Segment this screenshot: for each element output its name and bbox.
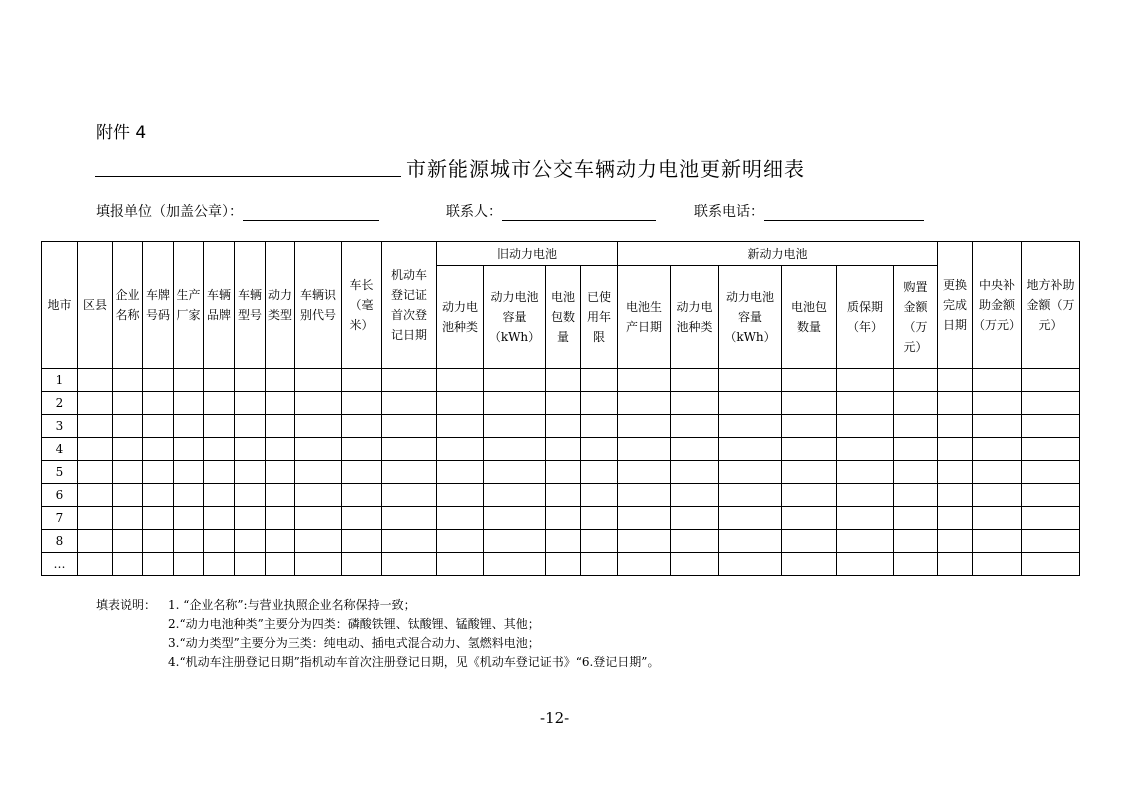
table-cell [581,553,618,576]
table-cell [266,438,295,461]
table-cell [143,369,174,392]
table-cell [581,369,618,392]
header-reg-date: 机动车 登记证 首次登 记日期 [382,242,437,369]
table-cell [484,507,546,530]
header-brand: 车辆 品牌 [204,242,235,369]
table-cell [174,461,204,484]
table-cell [719,461,782,484]
unit-label: 填报单位（加盖公章）： [96,204,243,220]
table-cell [295,369,342,392]
table-cell [437,507,484,530]
table-cell [1022,369,1080,392]
row-number: 6 [42,484,78,507]
table-cell [546,530,581,553]
table-cell [266,415,295,438]
table-cell [437,461,484,484]
header-maker: 生产 厂家 [174,242,204,369]
note-item: 3.“动力类型”主要分为三类：纯电动、插电式混合动力、氢燃料电池； [168,636,540,650]
table-row [42,369,1080,392]
table-cell [671,438,719,461]
table-cell [342,461,382,484]
table-cell [266,369,295,392]
table-cell [671,507,719,530]
table-cell [719,415,782,438]
table-cell [938,392,973,415]
phone-field [694,201,924,221]
table-cell [113,392,143,415]
header-warranty: 质保期 （年） [837,266,894,369]
table-cell [894,392,938,415]
table-cell [342,392,382,415]
table-cell [618,415,671,438]
table-cell [1022,484,1080,507]
table-cell [1022,530,1080,553]
header-central-subsidy: 中央补 助金额 （万元） [973,242,1022,369]
table-cell [342,507,382,530]
table-cell [719,369,782,392]
table-cell [938,369,973,392]
table-cell [113,507,143,530]
table-cell [113,415,143,438]
table-row [42,484,1080,507]
phone-blank [764,206,924,221]
header-group-new-battery: 新动力电池 [618,242,938,266]
table-cell [235,553,266,576]
table-cell [484,530,546,553]
table-cell [295,392,342,415]
table-cell [618,484,671,507]
table-cell [581,507,618,530]
table-cell [78,461,113,484]
table-cell [382,484,437,507]
table-row [42,530,1080,553]
table-cell [174,507,204,530]
table-cell [295,415,342,438]
header-company: 企业 名称 [113,242,143,369]
table-cell [266,392,295,415]
table-cell [235,392,266,415]
table-cell [581,392,618,415]
row-number: 5 [42,461,78,484]
header-vin: 车辆识 别代号 [295,242,342,369]
header-new-date: 电池生 产日期 [618,266,671,369]
table-cell [437,484,484,507]
header-model: 车辆 型号 [235,242,266,369]
table-cell [342,438,382,461]
header-old-capacity: 动力电池 容量 （kWh） [484,266,546,369]
table-cell [295,461,342,484]
table-cell [235,461,266,484]
unit-blank [243,206,379,221]
table-cell [382,415,437,438]
phone-label: 联系电话： [694,204,764,220]
table-cell [581,415,618,438]
table-cell [837,484,894,507]
table-cell [894,461,938,484]
table-cell [174,484,204,507]
table-cell [938,461,973,484]
table-cell [938,530,973,553]
table-cell [782,438,837,461]
header-new-capacity: 动力电池 容量 （kWh） [719,266,782,369]
table-cell [235,507,266,530]
table-cell [894,369,938,392]
table-cell [618,507,671,530]
row-number: 7 [42,507,78,530]
table-cell [204,438,235,461]
header-price: 购置 金额 （万 元） [894,266,938,369]
table-cell [295,507,342,530]
table-cell [342,553,382,576]
table-cell [938,507,973,530]
table-cell [143,553,174,576]
table-cell [546,484,581,507]
table-cell [837,553,894,576]
table-cell [938,438,973,461]
header-group-old-battery: 旧动力电池 [437,242,618,266]
table-cell [973,438,1022,461]
table-cell [484,392,546,415]
table-cell [671,484,719,507]
table-cell [266,530,295,553]
table-cell [546,553,581,576]
table-cell [266,553,295,576]
header-new-type: 动力电 池种类 [671,266,719,369]
table-cell [382,461,437,484]
contact-blank [502,206,656,221]
table-cell [546,438,581,461]
page-title: 市新能源城市公交车辆动力电池更新明细表 [406,157,805,181]
table-cell [295,484,342,507]
table-cell [174,438,204,461]
table-cell [581,484,618,507]
table-cell [618,392,671,415]
header-local-subsidy: 地方补助 金额（万 元） [1022,242,1080,369]
table-cell [204,369,235,392]
header-length: 车长 （毫 米） [342,242,382,369]
table-cell [719,530,782,553]
table-row [42,507,1080,530]
row-number: 4 [42,438,78,461]
header-power-type: 动力 类型 [266,242,295,369]
table-cell [437,438,484,461]
table-cell [671,461,719,484]
table-cell [266,507,295,530]
table-cell [235,484,266,507]
table-cell [546,392,581,415]
table-cell [1022,507,1080,530]
table-cell [174,415,204,438]
table-cell [204,415,235,438]
table-cell [78,484,113,507]
header-old-type: 动力电 池种类 [437,266,484,369]
notes-label: 填表说明： [96,598,157,612]
table-row [42,415,1080,438]
table-cell [671,530,719,553]
table-cell [782,530,837,553]
table-cell [484,415,546,438]
table-cell [671,369,719,392]
table-cell [973,369,1022,392]
table-cell [204,553,235,576]
table-cell [174,392,204,415]
table-cell [143,415,174,438]
table-cell [235,438,266,461]
table-cell [671,553,719,576]
table-cell [484,438,546,461]
table-cell [837,369,894,392]
table-cell [782,553,837,576]
table-cell [484,461,546,484]
table-cell [204,507,235,530]
table-cell [437,392,484,415]
table-cell [295,438,342,461]
table-row [42,438,1080,461]
table-cell [973,392,1022,415]
table-cell [782,415,837,438]
table-cell [581,461,618,484]
header-old-years: 已使 用年 限 [581,266,618,369]
table-cell [581,530,618,553]
table-cell [719,484,782,507]
table-cell [382,438,437,461]
header-new-count: 电池包 数量 [782,266,837,369]
table-cell [143,392,174,415]
table-cell [266,461,295,484]
table-cell [894,507,938,530]
table-cell [837,415,894,438]
table-cell [484,484,546,507]
note-item: 4.“机动车注册登记日期”指机动车首次注册登记日期，见《机动车登记证书》“6.登记日期”。 [168,655,660,669]
table-cell [546,507,581,530]
table-cell [174,530,204,553]
page-number: -12- [540,709,570,727]
table-cell [782,461,837,484]
table-cell [782,507,837,530]
table-cell [973,530,1022,553]
table-cell [618,553,671,576]
table-cell [174,369,204,392]
table-cell [382,553,437,576]
table-cell [143,438,174,461]
table-row [42,461,1080,484]
table-row [42,553,1080,576]
header-city: 地市 [42,242,78,369]
table-cell [938,553,973,576]
table-cell [113,484,143,507]
detail-table [41,241,1080,576]
table-cell [113,530,143,553]
table-cell [235,530,266,553]
table-cell [671,392,719,415]
header-old-count: 电池 包数 量 [546,266,581,369]
table-cell [204,484,235,507]
table-cell [204,392,235,415]
table-cell [78,530,113,553]
table-cell [546,415,581,438]
table-cell [295,530,342,553]
contact-label: 联系人： [446,204,502,220]
table-cell [1022,461,1080,484]
table-cell [837,438,894,461]
table-cell [837,461,894,484]
table-cell [837,392,894,415]
table-cell [973,553,1022,576]
unit-field [96,201,379,221]
table-cell [143,507,174,530]
table-row [42,392,1080,415]
table-cell [78,392,113,415]
table-cell [382,507,437,530]
table-cell [235,415,266,438]
table-cell [719,438,782,461]
title-blank-line [95,176,401,177]
table-cell [342,530,382,553]
table-cell [1022,438,1080,461]
table-cell [581,438,618,461]
row-number: 2 [42,392,78,415]
table-cell [671,415,719,438]
table-cell [938,484,973,507]
table-cell [204,530,235,553]
table-cell [973,484,1022,507]
row-number: … [42,553,78,576]
table-cell [113,369,143,392]
table-cell [938,415,973,438]
row-number: 8 [42,530,78,553]
table-cell [295,553,342,576]
contact-field [446,201,656,221]
table-cell [618,461,671,484]
table-cell [382,530,437,553]
table-cell [837,530,894,553]
table-cell [266,484,295,507]
table-cell [894,438,938,461]
table-cell [174,553,204,576]
table-cell [973,461,1022,484]
table-cell [894,553,938,576]
table-cell [973,415,1022,438]
table-cell [546,369,581,392]
table-cell [113,438,143,461]
table-cell [382,369,437,392]
table-cell [546,461,581,484]
table-cell [618,530,671,553]
table-cell [894,415,938,438]
table-cell [382,392,437,415]
header-plate: 车牌 号码 [143,242,174,369]
table-cell [204,461,235,484]
attachment-label: 附件 4 [96,123,147,143]
table-cell [437,530,484,553]
table-cell [484,369,546,392]
table-cell [618,438,671,461]
header-county: 区县 [78,242,113,369]
table-cell [113,553,143,576]
table-cell [1022,392,1080,415]
table-cell [342,415,382,438]
table-cell [782,484,837,507]
note-item: 2.“动力电池种类”主要分为四类：磷酸铁锂、钛酸锂、锰酸锂、其他； [168,617,540,631]
table-cell [78,507,113,530]
table-cell [719,507,782,530]
table-cell [782,392,837,415]
table-cell [1022,415,1080,438]
table-cell [143,461,174,484]
table-cell [618,369,671,392]
table-cell [235,369,266,392]
table-cell [437,369,484,392]
table-cell [437,415,484,438]
table-cell [782,369,837,392]
table-cell [78,415,113,438]
table-cell [437,553,484,576]
table-cell [78,438,113,461]
table-cell [973,507,1022,530]
table-cell [143,484,174,507]
row-number: 3 [42,415,78,438]
table-cell [484,553,546,576]
table-cell [719,553,782,576]
table-cell [837,507,894,530]
row-number: 1 [42,369,78,392]
table-cell [719,392,782,415]
header-done-date: 更换 完成 日期 [938,242,973,369]
table-cell [113,461,143,484]
table-cell [342,484,382,507]
table-cell [1022,553,1080,576]
note-item: 1. “企业名称”:与营业执照企业名称保持一致； [168,598,416,612]
table-cell [342,369,382,392]
table-cell [894,484,938,507]
table-cell [78,369,113,392]
table-cell [894,530,938,553]
table-cell [78,553,113,576]
table-cell [143,530,174,553]
